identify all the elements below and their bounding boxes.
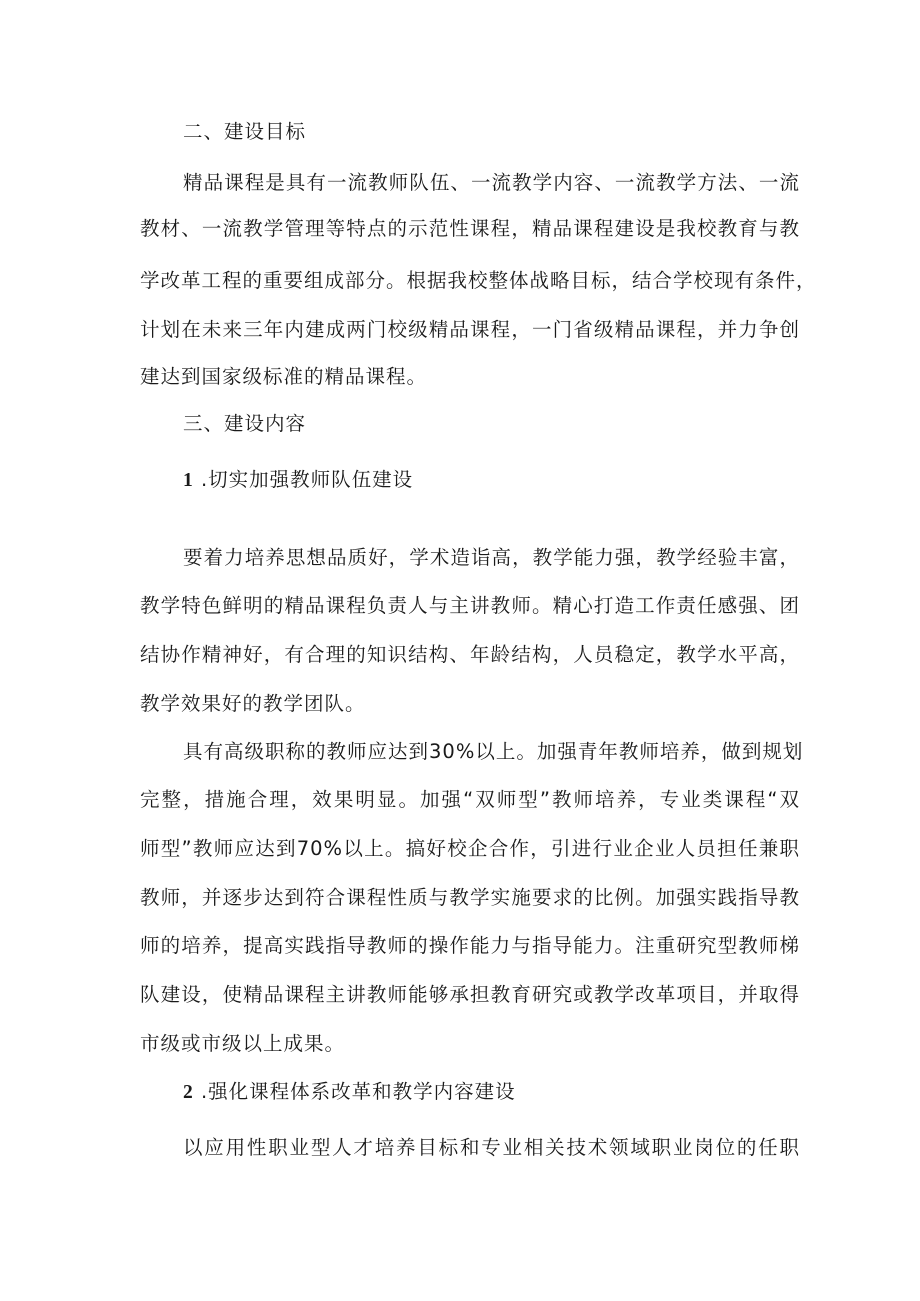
subheading-2 [183,1078,800,1107]
paragraph-line: 结协作精神好，有合理的知识结构、年龄结构，人员稳定，教学水平高， [140,643,800,666]
paragraph-line: 师的培养，提高实践指导教师的操作能力与指导能力。注重研究型教师梯 [140,934,800,957]
paragraph-line: 教材、一流教学管理等特点的示范性课程，精品课程建设是我校教育与教 [140,217,800,240]
paragraph-line: 学改革工程的重要组成部分。根据我校整体战略目标，结合学校现有条件， [140,269,817,292]
paragraph-line: 计划在未来三年内建成两门校级精品课程，一门省级精品课程，并力争创 [140,318,800,341]
section-heading-content: 三、建设内容 [183,412,307,435]
paragraph-line: 建达到国家级标准的精品课程。 [140,365,428,388]
paragraph-line: 以应用性职业型人才培养目标和专业相关技术领域职业岗位的任职 [183,1136,800,1159]
paragraph-line: 要着力培养思想品质好，学术造诣高，教学能力强，教学经验丰富， [183,546,800,569]
subheading-number: 2 [183,1082,194,1103]
paragraph-line: 师型”教师应达到70%以上。搞好校企合作，引进行业企业人员担任兼职 [140,837,800,860]
subheading-title: .强化课程体系改革和教学内容建设 [200,1080,516,1103]
paragraph-line: 完整，措施合理，效果明显。加强“双师型”教师培养，专业类课程“双 [140,788,800,811]
paragraph-line: 教学特色鲜明的精品课程负责人与主讲教师。精心打造工作责任感强、团 [140,594,800,617]
paragraph-line: 队建设，使精品课程主讲教师能够承担教育研究或教学改革项目，并取得 [140,983,800,1006]
paragraph-line: 教师，并逐步达到符合课程性质与教学实施要求的比例。加强实践指导教 [140,886,800,909]
subheading-1 [183,466,800,495]
paragraph-line: 具有高级职称的教师应达到30%以上。加强青年教师培养，做到规划 [183,740,804,763]
paragraph-line: 精品课程是具有一流教师队伍、一流教学内容、一流教学方法、一流 [183,171,800,194]
subheading-number: 1 [183,470,194,491]
paragraph-line: 教学效果好的教学团队。 [140,692,366,715]
subheading-title: .切实加强教师队伍建设 [200,468,414,491]
section-heading-goals: 二、建设目标 [183,120,307,143]
paragraph-line: 市级或市级以上成果。 [140,1032,346,1055]
